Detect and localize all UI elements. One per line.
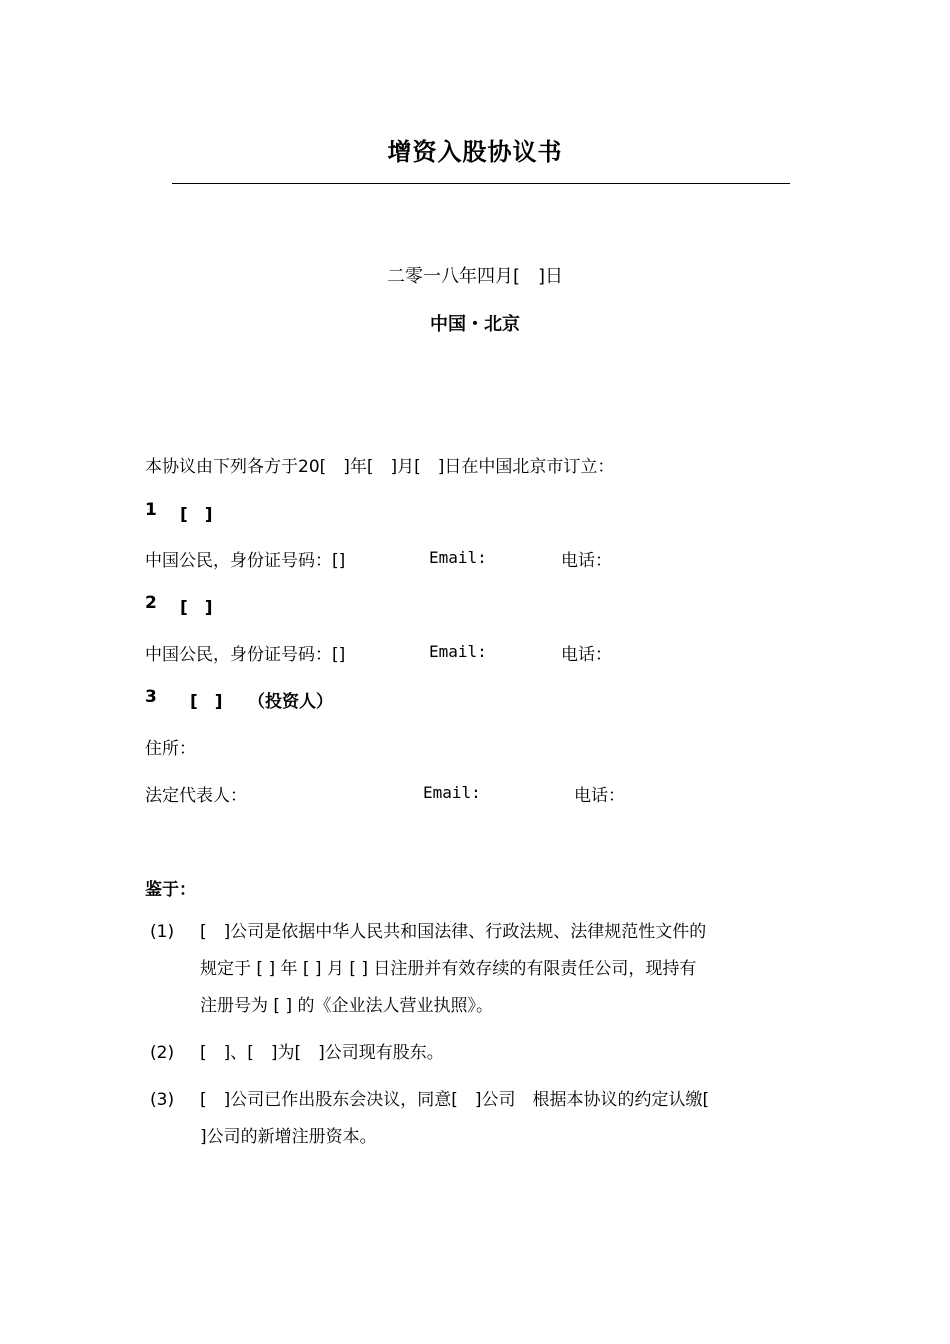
whereas-item-2-line-1: [ ]、[ ]为[ ]公司现有股东。 xyxy=(200,1043,444,1063)
party-1-name: [ ] xyxy=(180,505,213,525)
party-2-desc: 中国公民，身份证号码：[] xyxy=(145,645,346,665)
party-3-address-label: 住所： xyxy=(145,739,196,759)
whereas-item-1-line-2: 规定于 [ ] 年 [ ] 月 [ ] 日注册并有效存续的有限责任公司，现持有 xyxy=(200,959,697,979)
party-3-email-label: Email: xyxy=(423,783,481,802)
party-2-number: 2 xyxy=(145,593,157,613)
whereas-item-2-number: (2) xyxy=(150,1043,175,1063)
whereas-item-1 xyxy=(200,914,810,1025)
party-1-number: 1 xyxy=(145,500,157,520)
whereas-item-2 xyxy=(200,1035,810,1072)
party-3-number: 3 xyxy=(145,687,157,707)
party-2-phone-label: 电话： xyxy=(561,645,612,665)
party-1-email-label: Email: xyxy=(429,548,487,567)
whereas-item-3-number: (3) xyxy=(150,1090,175,1110)
party-3-role: （投资人） xyxy=(248,692,333,712)
document-date: 二零一八年四月[ ]日 xyxy=(386,266,564,287)
whereas-item-3-line-1: [ ]公司已作出股东会决议，同意[ ]公司 根据本协议的约定认缴[ xyxy=(200,1090,710,1110)
document-title: 增资入股协议书 xyxy=(387,138,563,166)
whereas-item-3-line-2: ]公司的新增注册资本。 xyxy=(200,1127,377,1147)
party-1-desc: 中国公民，身份证号码：[] xyxy=(145,551,346,571)
title-underline xyxy=(172,183,790,184)
whereas-heading: 鉴于： xyxy=(145,880,196,900)
whereas-item-1-line-1: [ ]公司是依据中华人民共和国法律、行政法规、法律规范性文件的 xyxy=(200,922,707,942)
party-2-email-label: Email: xyxy=(429,642,487,661)
whereas-item-1-number: (1) xyxy=(150,922,175,942)
whereas-item-3 xyxy=(200,1082,810,1156)
document-place: 中国・北京 xyxy=(430,314,520,335)
whereas-item-1-line-3: 注册号为 [ ] 的《企业法人营业执照》。 xyxy=(200,996,493,1016)
intro-text: 本协议由下列各方于20[ ]年[ ]月[ ]日在中国北京市订立： xyxy=(145,457,615,477)
party-3-rep-label: 法定代表人： xyxy=(145,786,247,806)
party-3-phone-label: 电话： xyxy=(574,786,625,806)
party-2-name: [ ] xyxy=(180,598,213,618)
party-1-phone-label: 电话： xyxy=(561,551,612,571)
party-3-name: [ ] xyxy=(190,692,223,712)
